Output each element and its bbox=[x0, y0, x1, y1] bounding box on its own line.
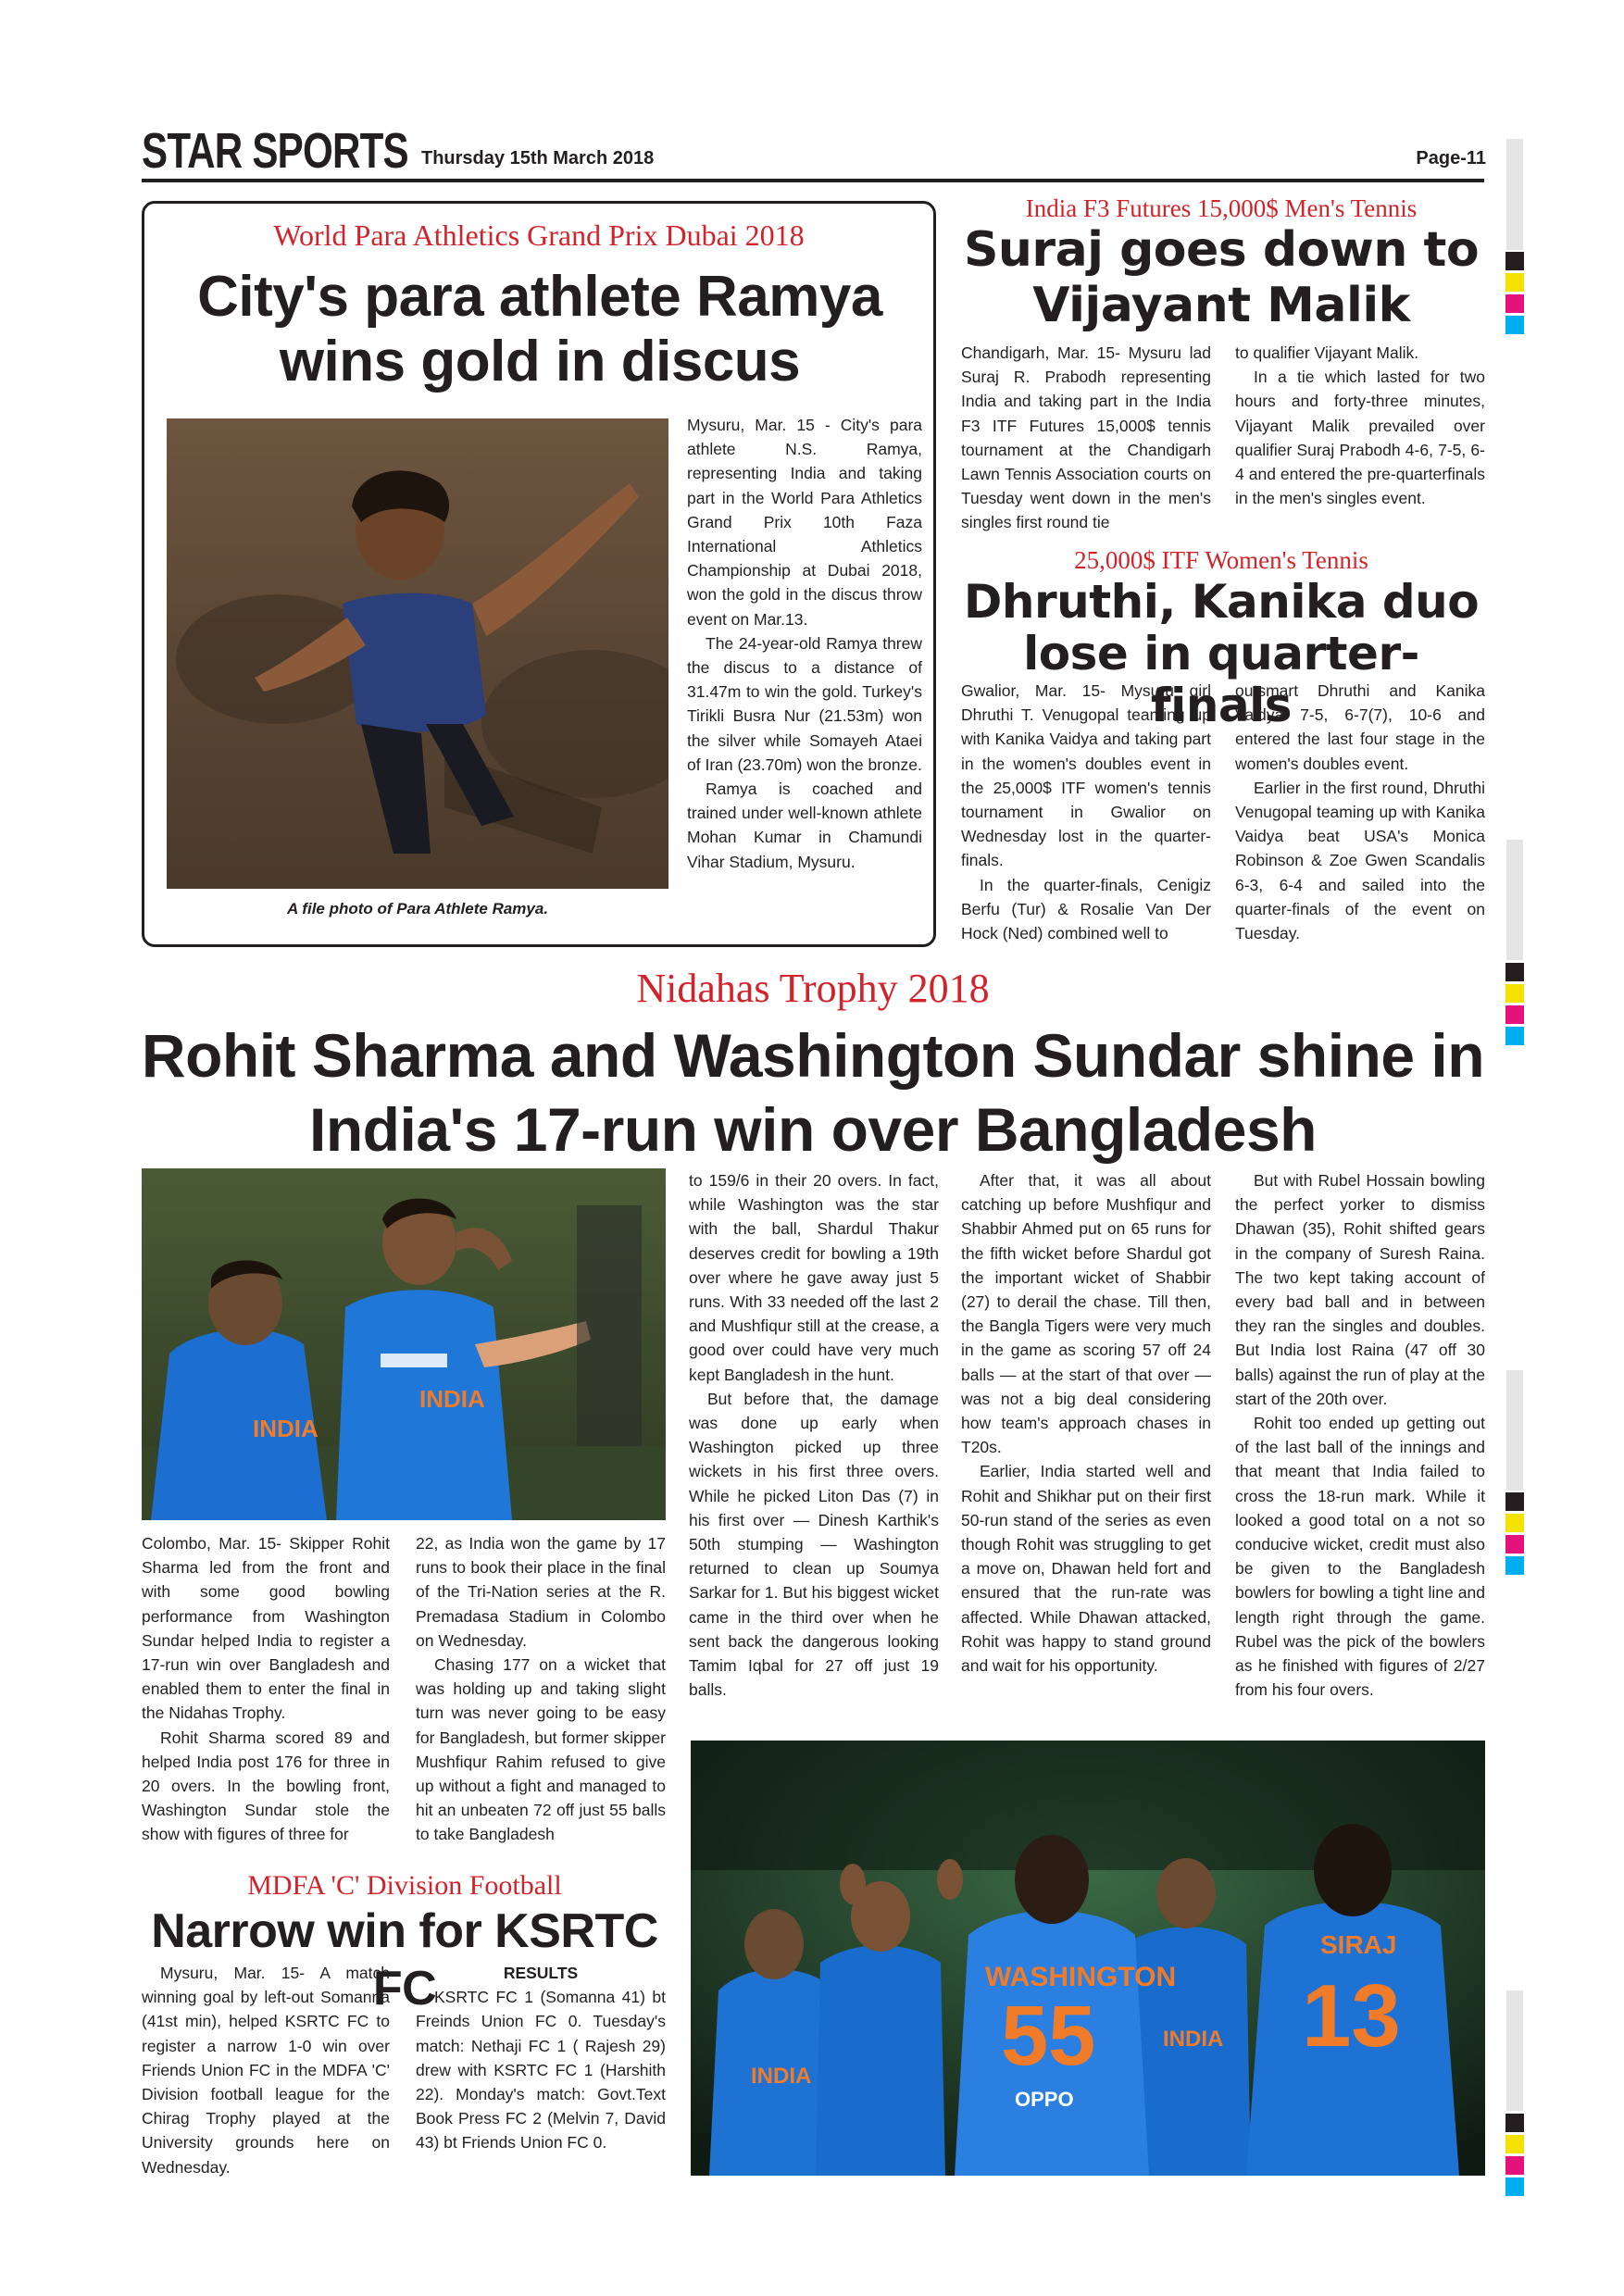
registration-mark-black bbox=[1505, 963, 1524, 981]
ksrtc-headline: Narrow win for KSRTC FC bbox=[151, 1904, 658, 2015]
nidahas-headline: Rohit Sharma and Washington Sundar shine in India's 17-run win over Bangladesh bbox=[141, 1021, 1485, 1164]
jersey-country-text: INDIA bbox=[1163, 2027, 1224, 2052]
ksrtc-kicker: MDFA 'C' Division Football bbox=[247, 1870, 562, 1901]
ramya-photo-caption: A file photo of Para Athlete Ramya. bbox=[286, 900, 549, 917]
paragraph: Ramya is coached and trained under well-known athlete Mohan Kumar in Chamundi Vihar Stadium, Mysuru. bbox=[687, 780, 922, 871]
registration-mark-black bbox=[1505, 252, 1524, 270]
registration-mark-cyan bbox=[1505, 2177, 1524, 2196]
jersey-siraj-name: SIRAJ bbox=[1320, 1930, 1397, 1959]
ramya-headline: City's para athlete Ramya wins gold in discus bbox=[197, 265, 882, 393]
nidahas-body-col4 bbox=[961, 1168, 1211, 1678]
registration-mark-cyan bbox=[1505, 316, 1524, 334]
paragraph: In a tie which lasted for two hours and forty-three minutes, Vijayant Malik prevailed over qualifier Suraj Prabodh 4-6, 7-5, 6-4 and entered the pre-quarterfinals in the men's singles event. bbox=[1235, 368, 1485, 508]
nidahas-body-col5 bbox=[1235, 1168, 1485, 1702]
dhruthi-headline: Dhruthi, Kanika duo lose in quarter-finals bbox=[963, 575, 1480, 732]
ramya-photo bbox=[167, 418, 668, 889]
team-celebration-photo bbox=[691, 1741, 1485, 2176]
registration-mark-yellow bbox=[1505, 273, 1524, 292]
paragraph: Earlier in the first round, Dhruthi Venugopal teaming up with Kanika Vaidya beat USA's Monica Robinson & Zoe Gwen Scandalis 6-3, 6-4 and sailed into the quarter-finals of the event on Tuesday. bbox=[1235, 778, 1485, 943]
ksrtc-body-col1 bbox=[142, 1961, 390, 2179]
jersey-washington-name: WASHINGTON bbox=[985, 1962, 1177, 1992]
suraj-kicker: India F3 Futures 15,000$ Men's Tennis bbox=[1025, 194, 1418, 222]
paragraph: 22, as India won the game by 17 runs to book their place in the final of the Tri-Nation series at the R. Premadasa Stadium in Colombo on Wednesday. bbox=[416, 1534, 666, 1650]
paragraph: to qualifier Vijayant Malik. bbox=[1235, 343, 1419, 362]
suraj-headline: Suraj goes down to Vijayant Malik bbox=[963, 222, 1480, 333]
margin-strip bbox=[1506, 1990, 1523, 2111]
paragraph: Mysuru, Mar. 15- A match winning goal by left-out Somanna (41st min), helped KSRTC FC to register a narrow 1-0 win over Friends Union FC in the MDFA 'C' Division football league for the Chirag Trophy played at the University grounds here on Wednesday. bbox=[142, 1964, 390, 2177]
paragraph: The 24-year-old Ramya threw the discus to a distance of 31.47m to win the gold. Turkey's Tirikli Busra Nur (21.53m) won the silver while Somayeh Ataei of Iran (23.70m) won the bronze. bbox=[687, 633, 922, 774]
results-heading: RESULTS bbox=[503, 1964, 579, 1982]
registration-mark-magenta bbox=[1505, 2156, 1524, 2175]
jersey-washington-number: 55 bbox=[1001, 1989, 1096, 2083]
nidahas-body-col2 bbox=[416, 1531, 666, 1847]
ramya-body bbox=[687, 413, 922, 874]
registration-mark-yellow bbox=[1505, 2135, 1524, 2153]
masthead-date: Thursday 15th March 2018 bbox=[421, 148, 655, 168]
paragraph: Chandigarh, Mar. 15- Mysuru lad Suraj R. Prabodh representing India and taking part in the India F3 ITF Futures 15,000$ tennis tournament at the Chandigarh Lawn Tennis Association courts on Tuesday went down in the men's singles first round tie bbox=[961, 343, 1211, 532]
jersey-siraj-number: 13 bbox=[1302, 1966, 1401, 2065]
paragraph: Gwalior, Mar. 15- Mysuru girl Dhruthi T. Venugopal teaming up with Kanika Vaidya and taking part in the women's doubles event in the 25,000$ ITF women's tennis tournament in Gwalior on Wednesday lost in the quarter-finals. bbox=[961, 681, 1211, 870]
dhruthi-body-col1 bbox=[961, 679, 1211, 945]
registration-mark-magenta bbox=[1505, 294, 1524, 313]
rohit-washington-photo bbox=[142, 1168, 666, 1520]
dhruthi-body-col2 bbox=[1235, 679, 1485, 945]
jersey-country-text: INDIA bbox=[751, 2064, 812, 2089]
paragraph: But with Rubel Hossain bowling the perfect yorker to dismiss Dhawan (35), Rohit shifted gears in the company of Suresh Raina. The two kept taking account of every bad ball and in between they ran the singles and doubles. But India lost Raina (47 off 30 balls) against the run of play at the start of the 20th over. bbox=[1235, 1171, 1485, 1408]
paragraph: Rohit too ended up getting out of the last ball of the innings and that meant that India failed to cross the 18-run mark. While it looked a good total on a not so conducive wicket, credit must also be given to the Bangladesh bowlers for bowling a tight line and length right through the game. Rubel was the pick of the bowlers as he finished with figures of 2/27 from his four overs. bbox=[1235, 1414, 1485, 1700]
registration-mark-yellow bbox=[1505, 984, 1524, 1003]
paragraph: In the quarter-finals, Cenigiz Berfu (Tur) & Rosalie Van Der Hock (Ned) combined well to bbox=[961, 875, 1211, 943]
registration-mark-magenta bbox=[1505, 1535, 1524, 1554]
margin-strip bbox=[1506, 840, 1523, 960]
registration-mark-cyan bbox=[1505, 1027, 1524, 1045]
paragraph: Rohit Sharma scored 89 and helped India post 176 for three in 20 overs. In the bowling front, Washington Sundar stole the show with figures of three for bbox=[142, 1728, 390, 1844]
ksrtc-body-col2 bbox=[416, 1961, 666, 2155]
ramya-kicker: World Para Athletics Grand Prix Dubai 2018 bbox=[273, 218, 805, 252]
paragraph: After that, it was all about catching up before Mushfiqur and Shabbir Ahmed put on 65 runs for the fifth wicket before Shardul got the important wicket of Shabbir (27) to derail the chase. Till then, the Bangla Tigers were very much in the game as scoring 57 off 24 balls — at the start of that over — was not a big deal considering how team's approach chases in T20s. bbox=[961, 1171, 1211, 1457]
page-number: Page-11 bbox=[1416, 148, 1486, 168]
suraj-body-col1 bbox=[961, 341, 1211, 535]
nidahas-body-col3 bbox=[689, 1168, 939, 1702]
paragraph: to 159/6 in their 20 overs. In fact, while Washington was the star with the ball, Shardul Thakur deserves credit for bowling a 19th over where he gave away just 5 runs. With 33 needed off the last 2 and Mushfiqur still at the crease, a good over could have very much kept Bangladesh in the hunt. bbox=[689, 1171, 939, 1384]
registration-mark-black bbox=[1505, 2114, 1524, 2132]
jersey-sponsor-text: OPPO bbox=[1015, 2088, 1074, 2111]
registration-mark-cyan bbox=[1505, 1556, 1524, 1575]
suraj-body-col2 bbox=[1235, 341, 1485, 510]
dhruthi-kicker: 25,000$ ITF Women's Tennis bbox=[1074, 546, 1368, 574]
masthead-brand: STAR SPORTS bbox=[142, 123, 408, 179]
registration-mark-magenta bbox=[1505, 1005, 1524, 1024]
paragraph: Mysuru, Mar. 15 - City's para athlete N.S. Ramya, representing India and taking part in the World Para Athletics Grand Prix 10th Faza International Athletics Championship at Dubai 2018, won the gold in the discus throw event on Mar.13. bbox=[687, 416, 922, 629]
paragraph: Colombo, Mar. 15- Skipper Rohit Sharma led from the front and with some good bowling performance from Washington Sundar helped India to register a 17-run win over Bangladesh and enabled them to enter the final in the Nidahas Trophy. bbox=[142, 1534, 390, 1723]
registration-mark-yellow bbox=[1505, 1514, 1524, 1532]
paragraph: outsmart Dhruthi and Kanika Vaidya 7-5, 6-7(7), 10-6 and entered the last four stage in the women's doubles event. bbox=[1235, 681, 1485, 773]
jersey-country-text: INDIA bbox=[419, 1385, 485, 1413]
nidahas-kicker: Nidahas Trophy 2018 bbox=[636, 966, 990, 1011]
jersey-country-text: INDIA bbox=[253, 1415, 319, 1442]
paragraph: Earlier, India started well and Rohit and Shikhar put on their first 50-run stand of the series as even though Rohit was struggling to get a move on, Dhawan held fort and ensured that the run-rate was affected. While Dhawan attacked, Rohit was happy to stand ground and wait for his opportunity. bbox=[961, 1462, 1211, 1676]
paragraph: But before that, the damage was done up early when Washington picked up three wickets in his first three overs. While he picked Liton Das (7) in his first over — Dinesh Karthik's 50th stumping — Washington returned to clean up Soumya Sarkar for 1. But his biggest wicket came in the third over when he sent back the dangerous looking Tamim Iqbal for 27 off just 19 balls. bbox=[689, 1389, 939, 1700]
masthead-rule bbox=[142, 179, 1484, 182]
paragraph: Chasing 177 on a wicket that was holding up and taking slight turn was never going to be easy for Bangladesh, but former skipper Mushfiqur Rahim refused to give up without a fight and managed to hit an unbeaten 72 off just 55 balls to take Bangladesh bbox=[416, 1655, 666, 1844]
nidahas-body-col1 bbox=[142, 1531, 390, 1847]
paragraph: KSRTC FC 1 (Somanna 41) bt Freinds Union FC 0. Tuesday's match: Nethaji FC 1 ( Rajesh 29) drew with KSRTC FC 1 (Harshith 22). Monday's match: Govt.Text Book Press FC 2 (Melvin 7, David 43) bt Friends Union FC 0. bbox=[416, 1988, 666, 2152]
registration-mark-black bbox=[1505, 1492, 1524, 1511]
margin-strip bbox=[1506, 139, 1523, 250]
margin-strip bbox=[1506, 1370, 1523, 1491]
